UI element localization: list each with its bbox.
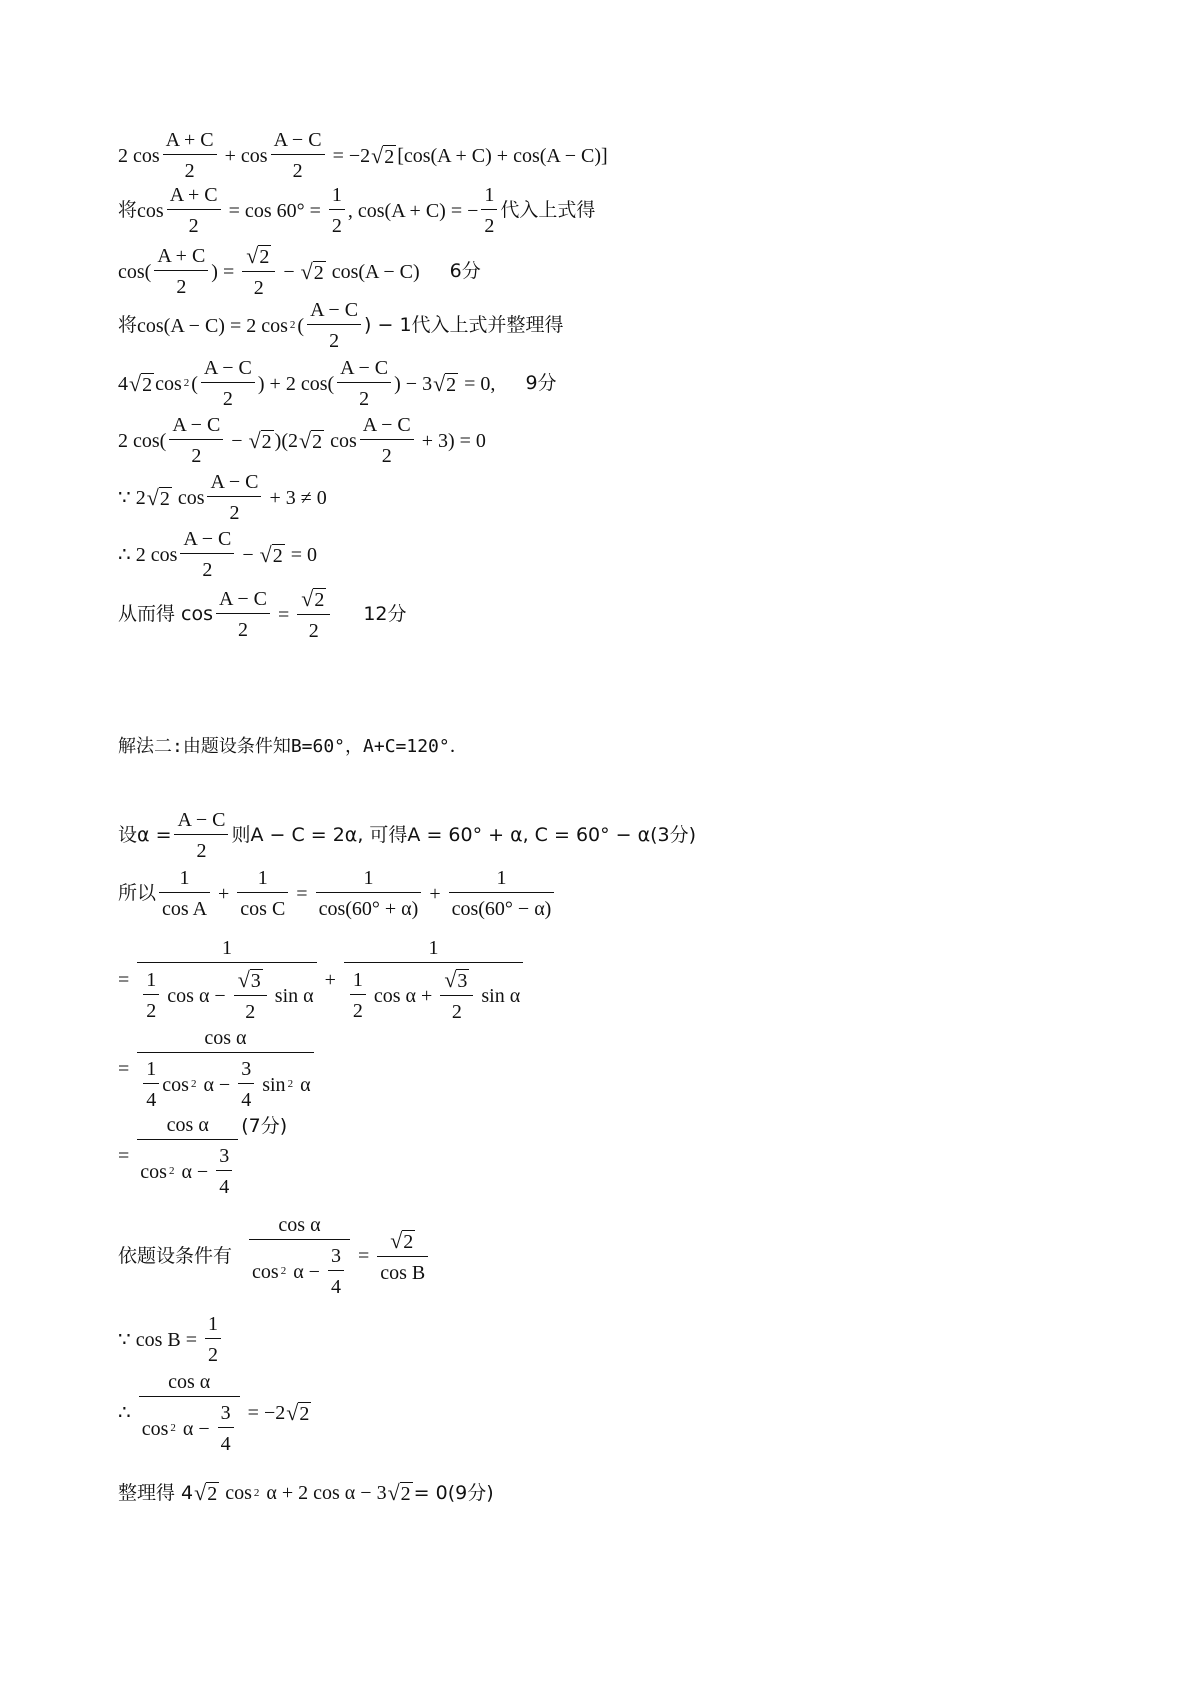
score-mark: 12分: [363, 603, 407, 625]
fraction: $\frac{A - C}{2}$: [216, 589, 270, 640]
fraction: $\frac{A - C}{2}$: [337, 358, 391, 409]
fraction: $\frac{1}{\cos(60^\circ + \alpha)}$: [316, 868, 422, 919]
score-mark: 6分: [449, 260, 481, 282]
score-mark: (7分): [241, 1115, 288, 1137]
fraction: $\frac{1}{2}$: [329, 185, 345, 236]
equation-line-1: 2 cos $\frac{A + C}{2}$ + cos $\frac{A - C}{2}$ = −2 √ 2 [cos(A + C) + cos(A − C)]: [118, 129, 608, 182]
fraction: $\frac{A - C}{2}$: [307, 300, 361, 351]
sqrt: √ 2: [194, 1480, 218, 1505]
equation-line-12: = 1 $\frac{1}{2}$ cos α − √ 3 2 sin α + 1 $\frac{1}{2}$ cos α + √ 3 2 sin α: [118, 938, 526, 1022]
equation-line-9: 从而得 cos $\frac{A - C}{2}$ = √ 2 2 12分: [118, 586, 407, 642]
fraction: $\frac{A + C}{2}$: [163, 130, 217, 181]
fraction: √ 2 cos B: [377, 1230, 428, 1283]
equation-line-10: 设α = $\frac{A - C}{2}$ 则A − C = 2α, 可得A = 60° + α, C = 60° − α(3分): [118, 809, 697, 862]
fraction: $\frac{A - C}{2}$: [271, 130, 325, 181]
sqrt: √ 2: [248, 427, 272, 453]
equation-line-8: ∴ 2 cos $\frac{A - C}{2}$ − √ 2 = 0: [118, 528, 317, 581]
fraction: $\frac{A - C}{2}$: [169, 415, 223, 466]
equation-line-15: 依题设条件有 cos α cos 2 α − $\frac{3}{4}$ = √ 2 cos B: [118, 1215, 431, 1297]
equation-line-6: 2 cos( $\frac{A - C}{2}$ − √ 2 )(2 √ 2 cos $\frac{A - C}{2}$ + 3) = 0: [118, 414, 486, 467]
equation-line-18: 整理得 4 √ 2 cos 2 α + 2 cos α − 3 √ 2 = 0(9分): [118, 1480, 494, 1505]
fraction: $\frac{1}{2}$: [481, 185, 497, 236]
equation-line-2: 将 cos $\frac{A + C}{2}$ = cos 60° = $\frac{1}{2}$ , cos(A + C) = − $\frac{1}{2}$ 代入上式得: [118, 184, 596, 237]
fraction: cos α $\frac{1}{4}$ cos 2 α − $\frac{3}{4}$ sin 2 α: [137, 1028, 313, 1110]
fraction: $\frac{1}{2}$: [205, 1314, 221, 1365]
fraction: 1 $\frac{1}{2}$ cos α + √ 3 2 sin α: [344, 938, 523, 1022]
fraction: $\frac{A - C}{2}$: [360, 415, 414, 466]
sqrt: √ 2: [387, 1480, 411, 1505]
equation-line-16: ∵ cos B = $\frac{1}{2}$: [118, 1314, 224, 1365]
method-two-heading: 解法二:由题设条件知B=60°，A+C=120°．: [118, 736, 468, 757]
equation-line-14: = cos α cos 2 α − $\frac{3}{4}$ (7分): [118, 1114, 288, 1198]
fraction: √ 2 2: [297, 588, 330, 641]
fraction: $\frac{1}{\cos(60^\circ - \alpha)}$: [449, 868, 555, 919]
equation-line-13: = cos α $\frac{1}{4}$ cos 2 α − $\frac{3}{4}$ sin 2 α: [118, 1028, 317, 1110]
fraction: $\frac{A + C}{2}$: [154, 246, 208, 297]
fraction: 1 $\frac{1}{2}$ cos α − √ 3 2 sin α: [137, 938, 316, 1022]
fraction: $\frac{1}{\text{cos A}}$: [159, 868, 210, 919]
fraction: cos α cos 2 α − $\frac{3}{4}$: [139, 1372, 240, 1454]
equation-line-7: ∵ 2 √ 2 cos $\frac{A - C}{2}$ + 3 ≠ 0: [118, 471, 327, 524]
fraction: $\frac{A - C}{2}$: [174, 810, 228, 861]
equation-line-5: 4 √ 2 cos 2 ( $\frac{A - C}{2}$ ) + 2 cos( $\frac{A - C}{2}$ ) − 3 √ 2 = 0, 9分: [118, 357, 557, 410]
fraction: √ 2 2: [242, 245, 275, 298]
equation-line-11: 所以 $\frac{1}{\text{cos A}}$ + $\frac{1}{\text{cos C}}$ = $\frac{1}{\cos(60^\circ + \alpha)}$ + $\frac{1}{\cos(60^\circ - \alpha)}$: [118, 868, 557, 919]
sqrt: √ 2: [371, 142, 395, 168]
equation-line-17: ∴ cos α cos 2 α − $\frac{3}{4}$ = −2 √ 2: [118, 1371, 310, 1455]
sqrt: √ 2: [300, 258, 324, 284]
sqrt: √ 2: [129, 370, 153, 396]
fraction: $\frac{A - C}{2}$: [201, 358, 255, 409]
equation-line-4: 将 cos(A − C) = 2 cos 2 ( $\frac{A - C}{2}$ ) − 1代入上式并整理得: [118, 299, 564, 352]
fraction: $\frac{A - C}{2}$: [180, 529, 234, 580]
sqrt: √ 2: [259, 541, 283, 567]
fraction: cos α cos 2 α − $\frac{3}{4}$: [137, 1115, 238, 1197]
fraction: $\frac{1}{\text{cos C}}$: [237, 868, 288, 919]
fraction: cos α cos 2 α − $\frac{3}{4}$: [249, 1215, 350, 1297]
fraction: $\frac{A + C}{2}$: [167, 185, 221, 236]
equation-line-3: cos( $\frac{A + C}{2}$ ) = √ 2 2 − √ 2 cos(A − C) 6分: [118, 243, 481, 299]
fraction: $\frac{A - C}{2}$: [207, 472, 261, 523]
sqrt: √ 2: [286, 1400, 310, 1425]
sqrt: √ 2: [146, 484, 170, 510]
score-mark: 9分: [525, 372, 557, 394]
sqrt: √ 2: [433, 370, 457, 396]
sqrt: √ 2: [298, 427, 323, 453]
